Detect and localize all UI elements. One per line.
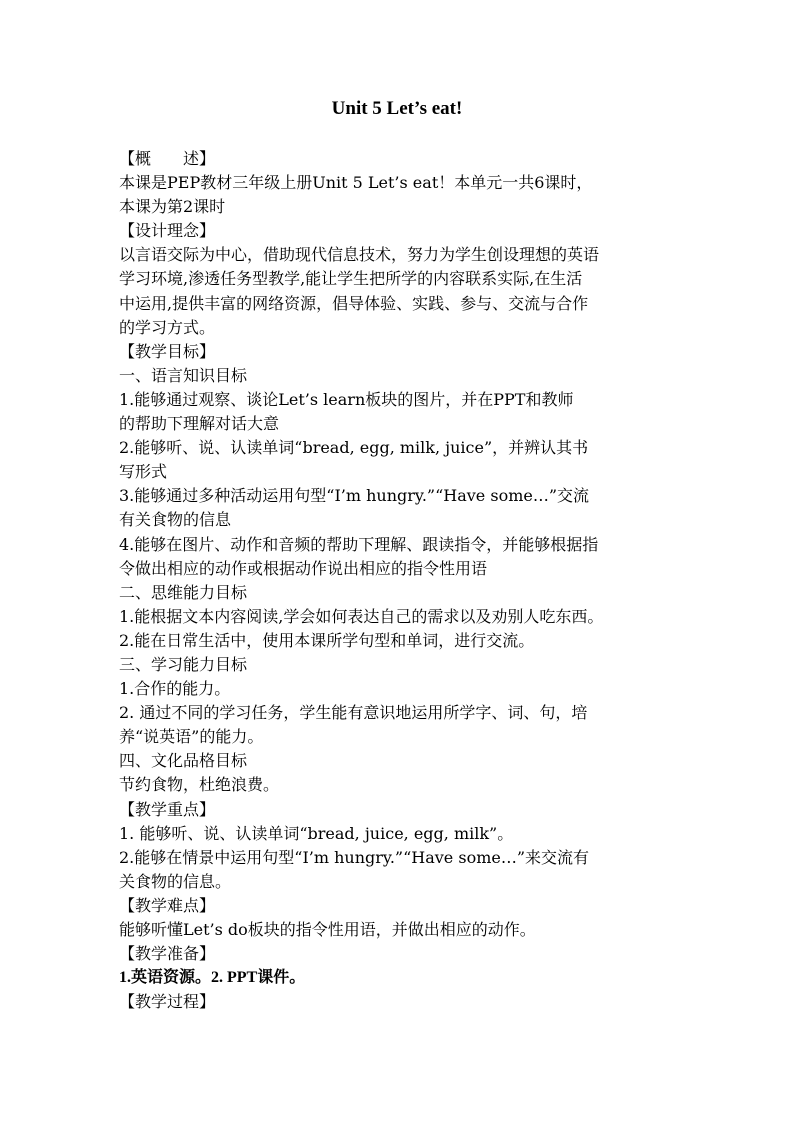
text-line: 以言语交际为中心，借助现代信息技术，努力为学生创设理想的英语 <box>119 245 600 265</box>
text-line: 的帮助下理解对话大意 <box>119 414 280 434</box>
text-line: 2. 通过不同的学习任务，学生能有意识地运用所学字、词、句，培 <box>119 703 588 723</box>
text-line: 令做出相应的动作或根据动作说出相应的指令性用语 <box>119 558 488 578</box>
text-line: 1.英语资源。2. PPT课件。 <box>119 969 306 987</box>
text-line: 1. 能够听、说、认读单词“bread, juice, egg, milk”。 <box>119 823 514 843</box>
text-line: 2.能够在情景中运用句型“I’m hungry.”“Have some…”来交流有 <box>119 847 590 867</box>
page-title: Unit 5 Let’s eat! <box>331 98 463 119</box>
text-line: 【教学过程】 <box>119 992 216 1012</box>
text-line: 能够听懂Let’s do板块的指令性用语，并做出相应的动作。 <box>119 920 536 939</box>
text-line: 1.能根据文本内容阅读,学会如何表达自己的需求以及劝别人吃东西。 <box>119 606 604 626</box>
text-line: 【教学重点】 <box>119 799 216 819</box>
text-line: 2.能够听、说、认读单词“bread, egg, milk, juice”，并辨认其书 <box>119 438 589 458</box>
text-line: 本课为第2课时 <box>119 197 226 217</box>
text-line: 【教学准备】 <box>119 944 216 964</box>
text-line: 学习环境,渗透任务型教学,能让学生把所学的内容联系实际,在生活 <box>119 269 583 289</box>
text-line: 关食物的信息。 <box>119 871 232 891</box>
text-line: 的学习方式。 <box>119 317 216 337</box>
text-line: 【教学难点】 <box>119 895 216 915</box>
text-line: 中运用,提供丰富的网络资源，倡导体验、实践、参与、交流与合作 <box>119 293 589 313</box>
text-line: 写形式 <box>119 462 168 482</box>
text-line: 三、学习能力目标 <box>119 654 248 674</box>
text-line: 【设计理念】 <box>119 221 216 241</box>
text-line: 四、文化品格目标 <box>119 751 248 771</box>
text-line: 4.能够在图片、动作和音频的帮助下理解、跟读指令，并能够根据指 <box>119 534 599 554</box>
text-line: 3.能够通过多种活动运用句型“I’m hungry.”“Have some…”交流 <box>119 486 590 506</box>
text-line: 本课是PEP教材三年级上册Unit 5 Let’s eat！本单元一共6课时， <box>119 173 593 193</box>
text-line: 2.能在日常生活中，使用本课所学句型和单词，进行交流。 <box>119 630 535 650</box>
text-line: 1.能够通过观察、谈论Let’s learn板块的图片，并在PPT和教师 <box>119 389 574 409</box>
text-line: 二、思维能力目标 <box>119 582 248 602</box>
text-line: 【教学目标】 <box>119 341 216 361</box>
text-line: 养“说英语”的能力。 <box>119 727 264 747</box>
text-line: 【概 述】 <box>119 149 216 168</box>
document-body <box>119 147 679 1014</box>
text-line: 一、语言知识目标 <box>119 365 248 385</box>
text-line: 节约食物，杜绝浪费。 <box>119 775 280 795</box>
text-line: 有关食物的信息 <box>119 510 232 530</box>
text-line: 1.合作的能力。 <box>119 679 231 699</box>
